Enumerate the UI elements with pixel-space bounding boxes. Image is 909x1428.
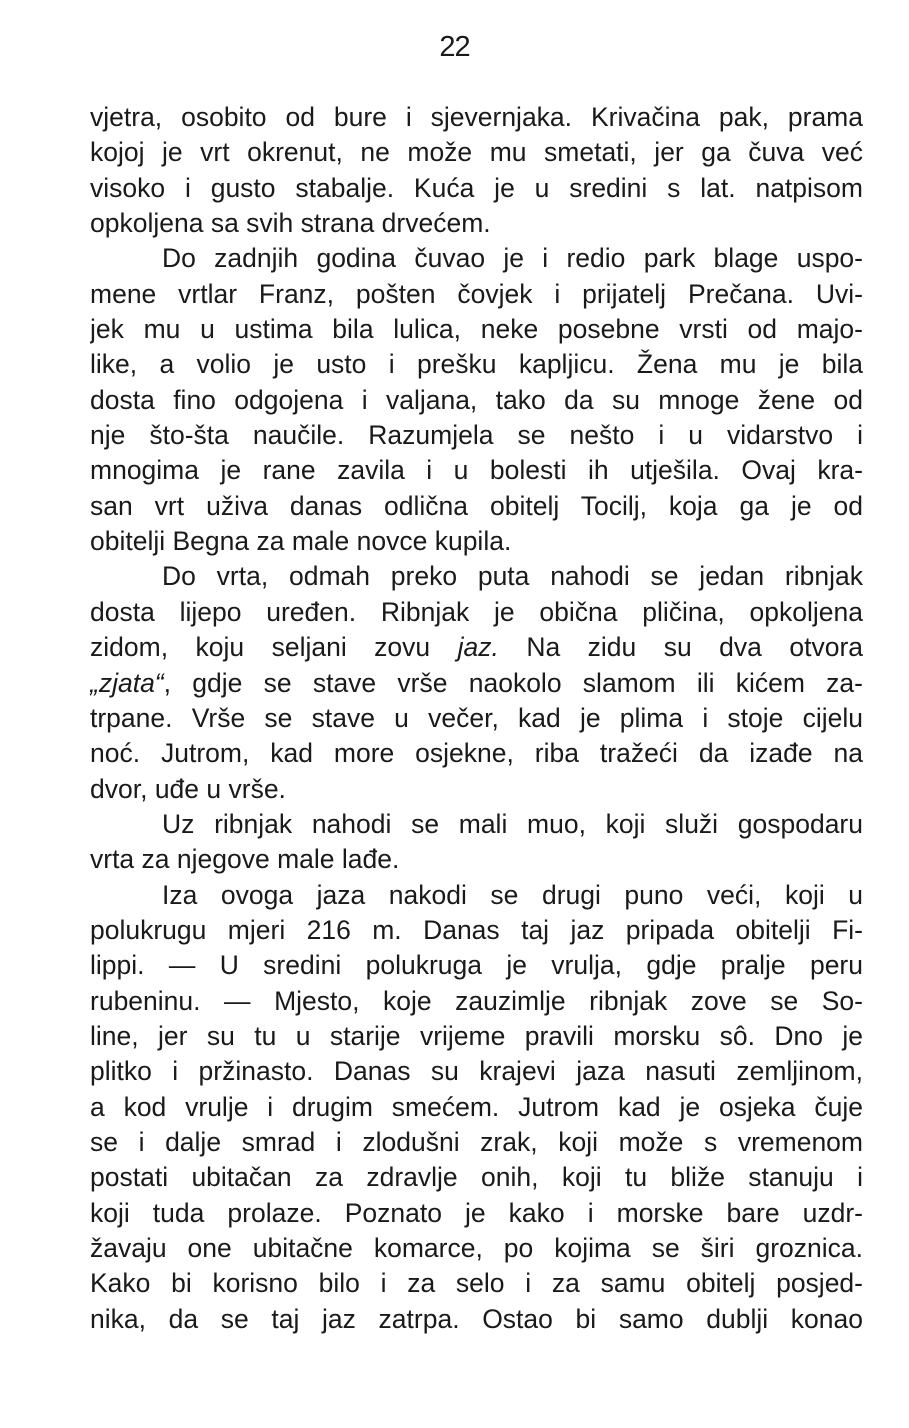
- text-line: Kako bi korisno bilo i za selo i za samu obitelj posjed-: [90, 1268, 863, 1299]
- text-line: zidom, koju seljani zovu jaz. Na zidu su dva otvora: [90, 632, 863, 663]
- text-line: dosta lijepo uređen. Ribnjak je obična pličina, opkoljena: [90, 596, 863, 627]
- text-line: vjetra, osobito od bure i sjevernjaka. Krivačina pak, prama: [90, 102, 863, 132]
- text-line: vrta za njegove male lađe.: [90, 844, 400, 875]
- text-line: dosta fino odgojena i valjana, tako da su mnoge žene od: [90, 384, 863, 415]
- text-line: dvor, uđe u vrše.: [90, 773, 286, 804]
- text-line: kojoj je vrt okrenut, ne može mu smetati, jer ga čuva već: [90, 137, 863, 168]
- text-line: nika, da se taj jaz zatrpa. Ostao bi samo dublji konao: [90, 1303, 863, 1334]
- text-line: jek mu u ustima bila lulica, neke posebne vrsti od majo-: [90, 314, 863, 345]
- text-line: a kod vrulje i drugim smećem. Jutrom kad je osjeka čuje: [90, 1091, 863, 1122]
- text-line: plitko i pržinasto. Danas su krajevi jaza nasuti zemljinom,: [90, 1056, 863, 1087]
- text-line: „zjata“, gdje se stave vrše naokolo slamom ili kićem za-: [90, 667, 863, 698]
- text-line: trpane. Vrše se stave u večer, kad je plima i stoje cijelu: [90, 702, 863, 733]
- text-line: Uz ribnjak nahodi se mali muo, koji služi gospodaru: [162, 808, 863, 839]
- text-line: visoko i gusto stabalje. Kuća je u sredini s lat. natpisom: [90, 172, 863, 203]
- text-line: Do zadnjih godina čuvao je i redio park blage uspo-: [162, 243, 863, 274]
- text-line: mene vrtlar Franz, pošten čovjek i prijatelj Prečana. Uvi-: [90, 278, 863, 309]
- body-text: [90, 100, 863, 1337]
- text-line: se i dalje smrad i zlodušni zrak, koji može s vremenom: [90, 1126, 863, 1157]
- text-line: žavaju one ubitačne komarce, po kojima se širi groznica.: [90, 1233, 863, 1263]
- text-line: noć. Jutrom, kad more osjekne, riba tražeći da izađe na: [90, 738, 863, 769]
- text-line: lippi. — U sredini polukruga je vrulja, gdje pralje peru: [90, 950, 863, 981]
- text-line: polukrugu mjeri 216 m. Danas taj jaz pripada obitelji Fi-: [90, 914, 863, 945]
- text-line: Iza ovoga jaza nakodi se drugi puno veći, koji u: [162, 879, 863, 910]
- text-line: mnogima je rane zavila i u bolesti ih utješila. Ovaj kra-: [90, 455, 863, 486]
- page-number: 22: [439, 31, 470, 63]
- text-line: postati ubitačan za zdravlje onih, koji tu bliže stanuju i: [90, 1162, 863, 1193]
- text-line: Do vrta, odmah preko puta nahodi se jedan ribnjak: [162, 561, 863, 592]
- text-line: obitelji Begna za male novce kupila.: [90, 526, 512, 557]
- text-line: san vrt uživa danas odlična obitelj Tocilj, koja ga je od: [90, 490, 863, 521]
- text-line: line, jer su tu u starije vrijeme pravili morsku sô. Dno je: [90, 1020, 863, 1051]
- text-line: nje što-šta naučile. Razumjela se nešto i u vidarstvo i: [90, 420, 863, 451]
- text-line: koji tuda prolaze. Poznato je kako i morske bare uzdr-: [90, 1197, 863, 1228]
- text-line: opkoljena sa svih strana drvećem.: [90, 208, 491, 239]
- text-line: rubeninu. — Mjesto, koje zauzimlje ribnjak zove se So-: [90, 985, 863, 1016]
- text-line: like, a volio je usto i prešku kapljicu. Žena mu je bila: [90, 349, 863, 380]
